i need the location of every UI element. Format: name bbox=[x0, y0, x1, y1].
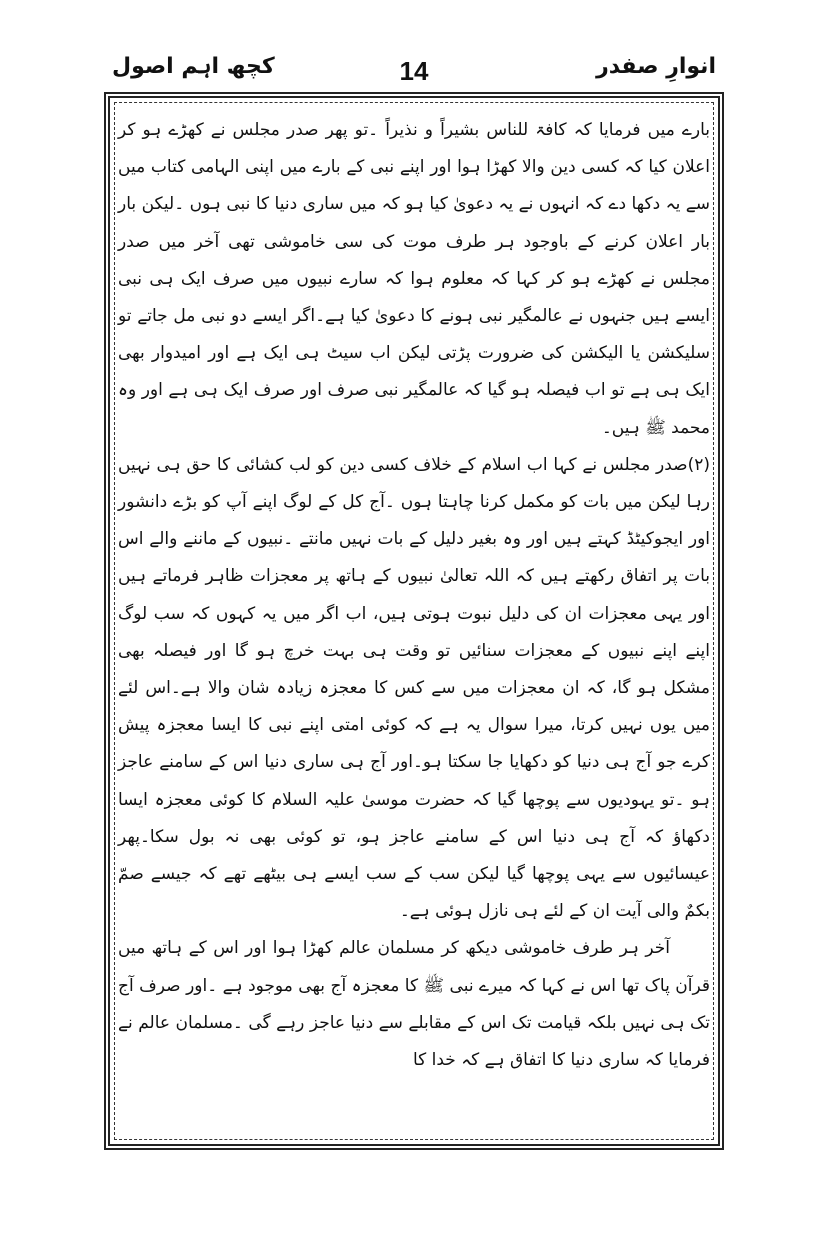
body-text bbox=[118, 112, 710, 1132]
paragraph-1: بارے میں فرمایا کہ کافۃ للناس بشیراً و نذیراً ۔تو پھر صدر مجلس نے کھڑے ہو کر اعلان کیا کہ کسی دین والا کھڑا ہوا اور اپنے نبی کے بارے میں اپنی الہامی کتاب میں سے یہ دکھا دے کہ انہوں نے یہ دعویٰ کیا ہو کہ میں ساری دنیا کا نبی ہوں ۔لیکن بار بار اعلان کرنے کے باوجود ہر طرف موت کی سی خاموشی تھی آخر میں صدر مجلس نے کھڑے ہو کر کہا کہ معلوم ہوا کہ سارے نبیوں میں صرف ایک ہی نبی ایسے ہیں جنہوں نے عالمگیر نبی ہونے کا دعویٰ کیا ہے۔اگر ایسے دو نبی مل جاتے تو سلیکشن یا الیکشن کی ضرورت پڑتی لیکن اب سیٹ ہی ایک ہے اور امیدوار بھی ایک ہی ہے تو اب فیصلہ ہو گیا کہ عالمگیر نبی صرف اور صرف ایک ہی ہے اور وہ محمد ﷺ ہیں۔ bbox=[118, 120, 710, 438]
page-number: 14 bbox=[399, 56, 429, 86]
paragraph-2: (۲)صدر مجلس نے کہا اب اسلام کے خلاف کسی دین کو لب کشائی کا حق ہی نہیں رہا لیکن میں بات کو مکمل کرنا چاہتا ہوں ۔آج کل کے لوگ اپنے آپ کو بڑے دانشور اور ایجوکیٹڈ کہتے ہیں اور وہ بغیر دلیل کے بات نہیں مانتے ۔نبیوں کے ماننے والے اس بات پر اتفاق رکھتے ہیں کہ اللہ تعالیٰ نبیوں کے ہاتھ پر معجزات ظاہر فرماتے ہیں اور یہی معجزات ان کی دلیل نبوت ہوتی ہیں، اب اگر میں یہ کہوں کہ سب لوگ اپنے اپنے نبیوں کے معجزات سنائیں تو وقت ہی بہت خرچ ہو گا اور فیصلہ بھی مشکل ہو گا، کہ ان معجزات میں سے کس کا معجزہ زیادہ شان والا ہے۔اس لئے میں یوں نہیں کرتا، میرا سوال یہ ہے کہ کوئی امتی اپنے نبی کا ایسا معجزہ پیش کرے جو آج ہی دنیا کو دکھایا جا سکتا ہو۔اور آج ہی ساری دنیا اس کے سامنے عاجز ہو ۔تو یہودیوں سے پوچھا گیا کہ حضرت موسیٰ علیہ السلام کا کوئی معجزہ ایسا دکھاؤ کہ آج ہی دنیا اس کے سامنے عاجز ہو، تو کوئی بھی نہ بول سکا۔پھر عیسائیوں سے یہی پوچھا گیا لیکن سب کے سب ایسے ہی بیٹھے تھے کہ جیسے صمّ بکمٌ والی آیت ان کے لئے ہی نازل ہوئی ہے۔ bbox=[118, 454, 710, 922]
chapter-title: کچھ اہم اصول bbox=[112, 54, 275, 79]
book-title: انوارِ صفدر bbox=[596, 54, 716, 79]
page-header bbox=[108, 52, 720, 92]
paragraph-3: آخر ہر طرف خاموشی دیکھ کر مسلمان عالم کھڑا ہوا اور اس کے ہاتھ میں قرآن پاک تھا اس نے کہا کہ میرے نبی ﷺ کا معجزہ آج بھی موجود ہے ۔اور صرف آج تک ہی نہیں بلکہ قیامت تک اس کے مقابلے سے دنیا عاجز رہے گی ۔مسلمان عالم نے فرمایا کہ ساری دنیا کا اتفاق ہے کہ خدا کا bbox=[118, 938, 710, 1071]
